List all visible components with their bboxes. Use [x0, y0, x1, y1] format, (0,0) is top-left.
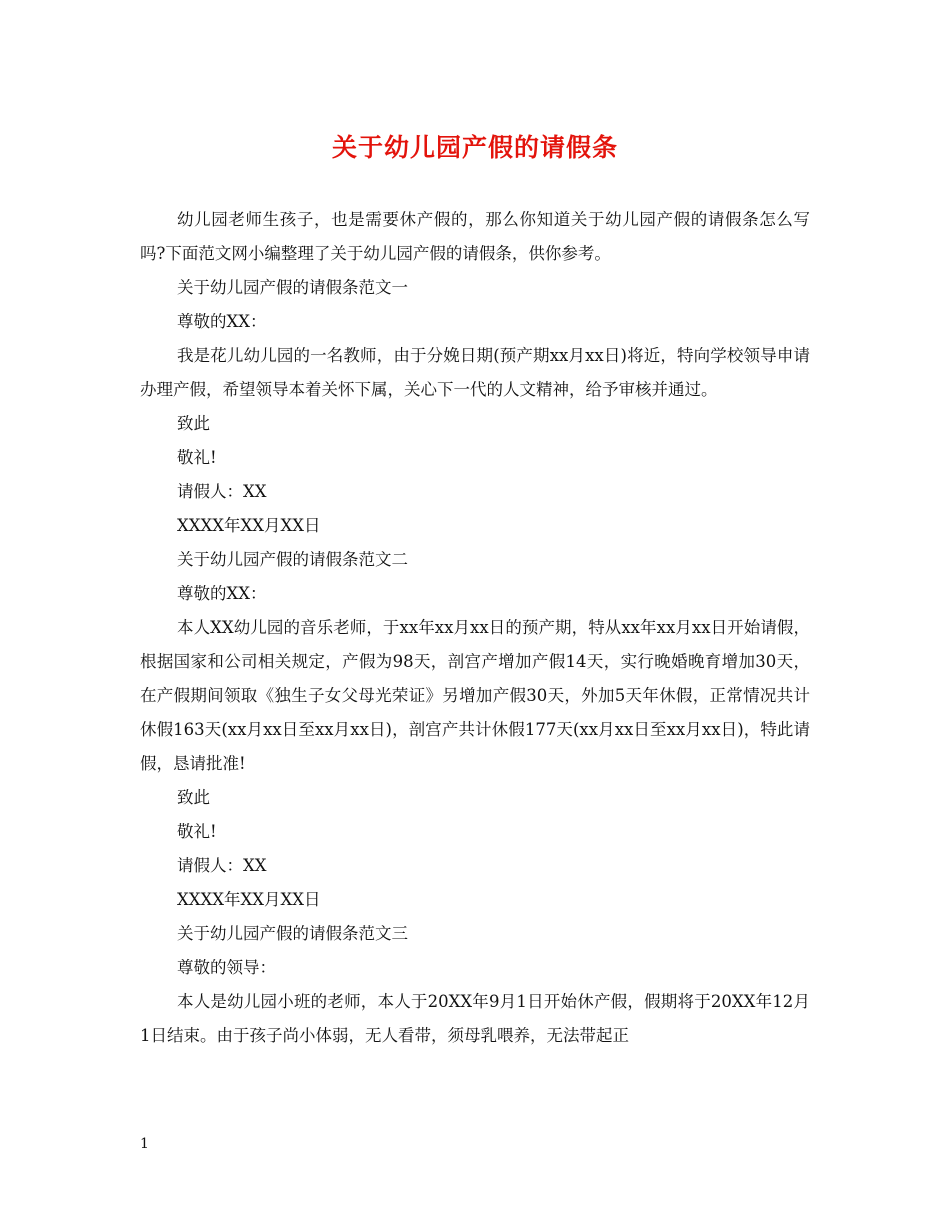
document-body: [140, 203, 810, 1053]
date-line: XXXX年XX月XX日: [177, 890, 321, 909]
document-title: 关于幼儿园产假的请假条: [331, 133, 618, 162]
date-line: XXXX年XX月XX日: [177, 516, 321, 535]
salutation: 尊敬的XX：: [177, 312, 267, 331]
intro-paragraph: 幼儿园老师生孩子，也是需要休产假的，那么你知道关于幼儿园产假的请假条怎么写吗?下面范文网小编整理了关于幼儿园产假的请假条，供你参考。: [140, 210, 810, 263]
applicant-line: 请假人：XX: [177, 482, 267, 501]
body-paragraph: 我是花儿幼儿园的一名教师，由于分娩日期(预产期xx月xx日)将近，特向学校领导申请办理产假，希望领导本着关怀下属，关心下一代的人文精神，给予审核并通过。: [140, 346, 810, 399]
body-paragraph: 本人是幼儿园小班的老师，本人于20XX年9月1日开始休产假，假期将于20XX年12月1日结束。由于孩子尚小体弱，无人看带，须母乳喂养，无法带起正: [140, 992, 810, 1045]
closing-regards: 敬礼!: [177, 822, 217, 841]
salutation: 尊敬的领导：: [177, 958, 276, 977]
section-heading-sample-3: 关于幼儿园产假的请假条范文三: [177, 924, 408, 943]
section-heading-sample-1: 关于幼儿园产假的请假条范文一: [177, 278, 408, 297]
section-heading-sample-2: 关于幼儿园产假的请假条范文二: [177, 550, 408, 569]
body-paragraph: 本人XX幼儿园的音乐老师，于xx年xx月xx日的预产期，特从xx年xx月xx日开始请假，根据国家和公司相关规定，产假为98天，剖宫产增加产假14天，实行晚婚晚育增加30天，在产假期间领取《独生子女父母光荣证》另增加产假30天，外加5天年休假，正常情况共计休假163天(xx月xx日至xx月xx日)，剖宫产共计休假177天(xx月xx日至xx月xx日)，特此请假，恳请批准!: [140, 618, 810, 773]
closing-regards: 敬礼!: [177, 448, 217, 467]
salutation: 尊敬的XX：: [177, 584, 267, 603]
closing-line: 致此: [177, 788, 210, 807]
applicant-line: 请假人：XX: [177, 856, 267, 875]
page-number: 1: [140, 1136, 149, 1152]
closing-line: 致此: [177, 414, 210, 433]
